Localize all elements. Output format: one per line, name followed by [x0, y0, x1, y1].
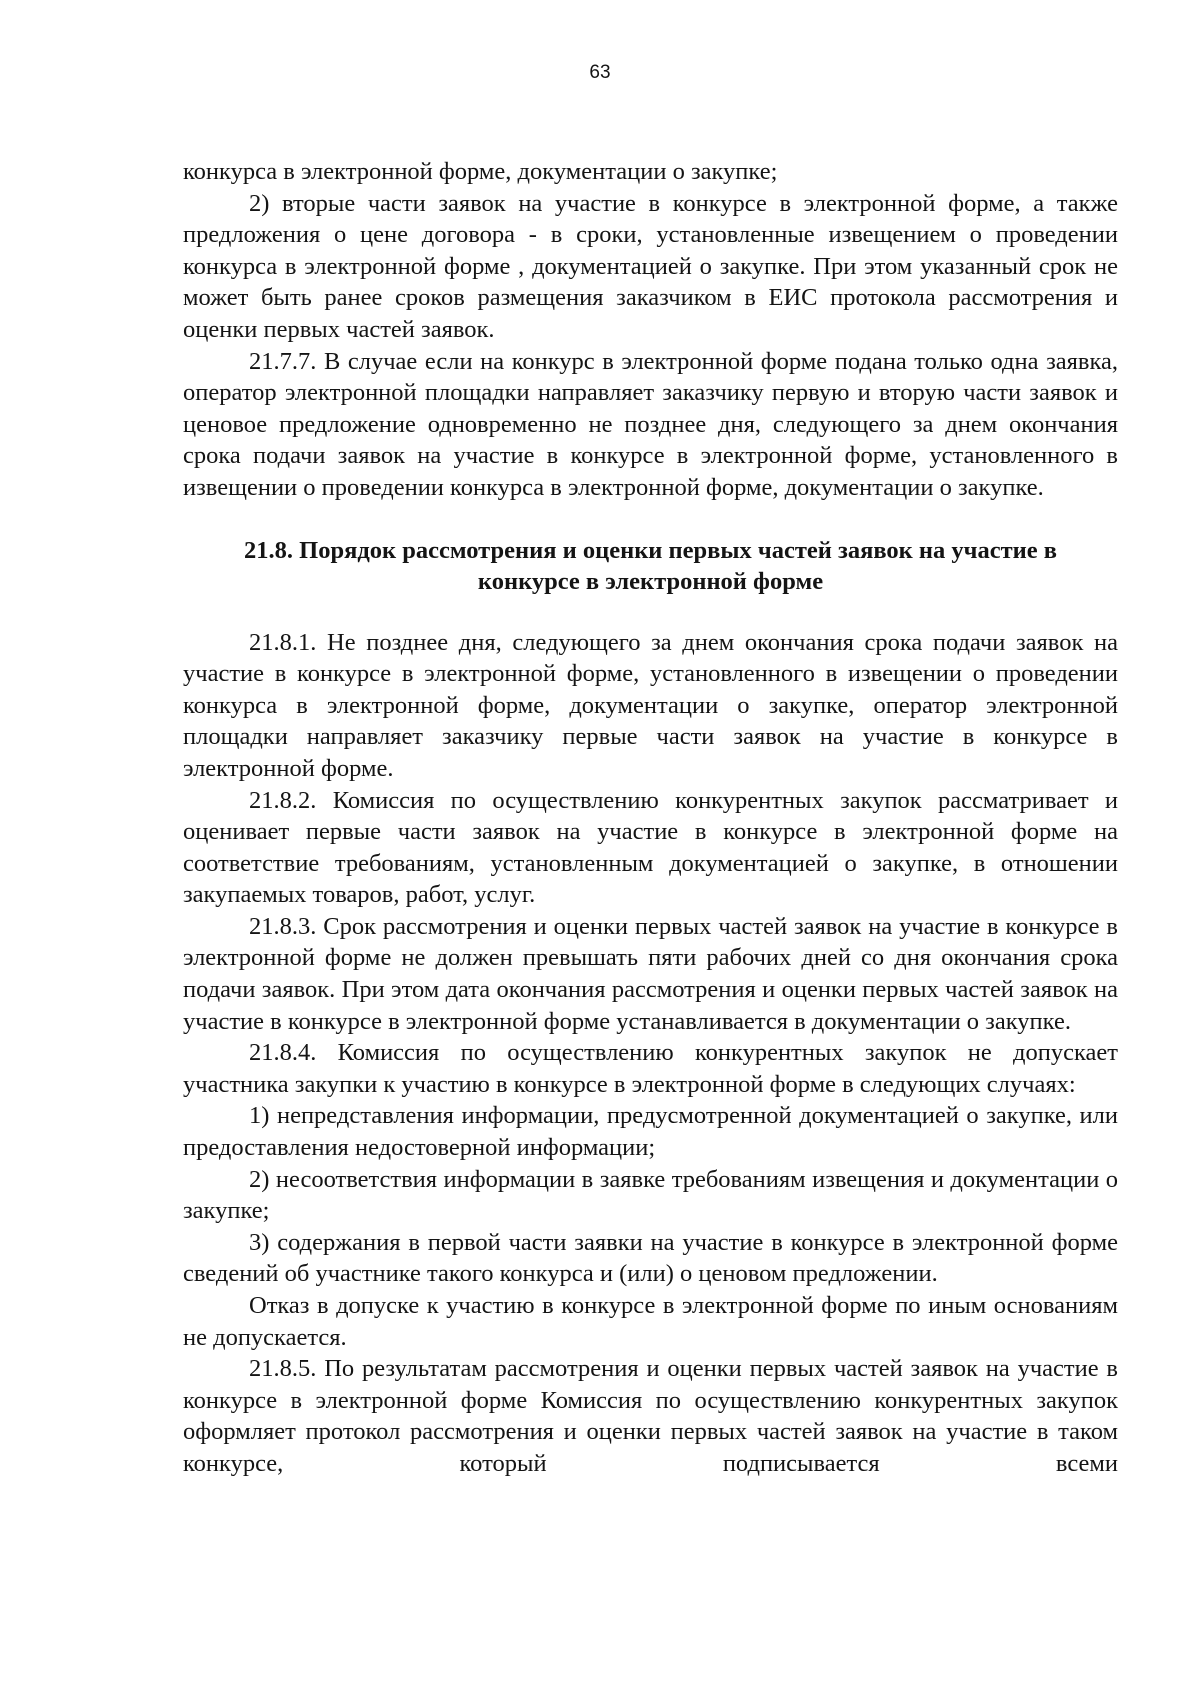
document-body — [183, 156, 1118, 1480]
paragraph: 2) вторые части заявок на участие в конкурсе в электронной форме, а также предложения о цене договора - в сроки, установленные извещением о проведении конкурса в электронной форме , документацией о закупке. При этом указанный срок не может быть ранее сроков размещения заказчиком в ЕИС протокола рассмотрения и оценки первых частей заявок. — [183, 189, 1118, 343]
paragraph: 21.8.3. Срок рассмотрения и оценки первых частей заявок на участие в конкурсе в электронной форме не должен превышать пяти рабочих дней со дня окончания срока подачи заявок. При этом дата окончания рассмотрения и оценки первых частей заявок на участие в конкурсе в электронной форме устанавливается в документации о закупке. — [183, 912, 1118, 1035]
section-heading — [183, 535, 1118, 597]
paragraph: 21.8.1. Не позднее дня, следующего за днем окончания срока подачи заявок на участие в конкурсе в электронной форме, установленного в извещении о проведении конкурса в электронной форме, документации о закупке, оператор электронной площадки направляет заказчику первые части заявок на участие в конкурсе в электронной форме. — [183, 628, 1118, 782]
section-heading-line1: 21.8. Порядок рассмотрения и оценки первых частей заявок на участие в — [244, 536, 1057, 564]
paragraph: 21.8.5. По результатам рассмотрения и оценки первых частей заявок на участие в конкурсе в электронной форме Комиссия по осуществлению конкурентных закупок оформляет протокол рассмотрения и оценки первых частей заявок на участие в таком конкурсе, который подписывается всеми — [183, 1355, 1118, 1477]
page-number: 63 — [589, 62, 611, 83]
list-item: 2) несоответствия информации в заявке требованиям извещения и документации о закупке; — [183, 1165, 1118, 1225]
paragraph: Отказ в допуске к участию в конкурсе в электронной форме по иным основаниям не допускается. — [183, 1292, 1118, 1351]
list-item: 3) содержания в первой части заявки на участие в конкурсе в электронной форме сведений об участнике такого конкурса и (или) о ценовом предложении. — [183, 1228, 1118, 1288]
paragraph: 21.8.2. Комиссия по осуществлению конкурентных закупок рассматривает и оценивает первые части заявок на участие в конкурсе в электронной форме на соответствие требованиям, установленным документацией о закупке, в отношении закупаемых товаров, работ, услуг. — [183, 786, 1118, 909]
section-heading-line2: конкурсе в электронной форме — [477, 567, 824, 595]
paragraph: 21.8.4. Комиссия по осуществлению конкурентных закупок не допускает участника закупки к участию в конкурсе в электронной форме в следующих случаях: — [183, 1039, 1118, 1098]
list-item: 1) непредставления информации, предусмотренной документацией о закупке, или предоставления недостоверной информации; — [183, 1102, 1118, 1162]
paragraph: 21.7.7. В случае если на конкурс в электронной форме подана только одна заявка, оператор электронной площадки направляет заказчику первую и вторую части заявок и ценовое предложение одновременно не позднее дня, следующего за днем окончания срока подачи заявок на участие в конкурсе в электронной форме, установленного в извещении о проведении конкурса в электронной форме, документации о закупке. — [183, 347, 1118, 501]
paragraph: конкурса в электронной форме, документации о закупке; — [183, 158, 778, 185]
